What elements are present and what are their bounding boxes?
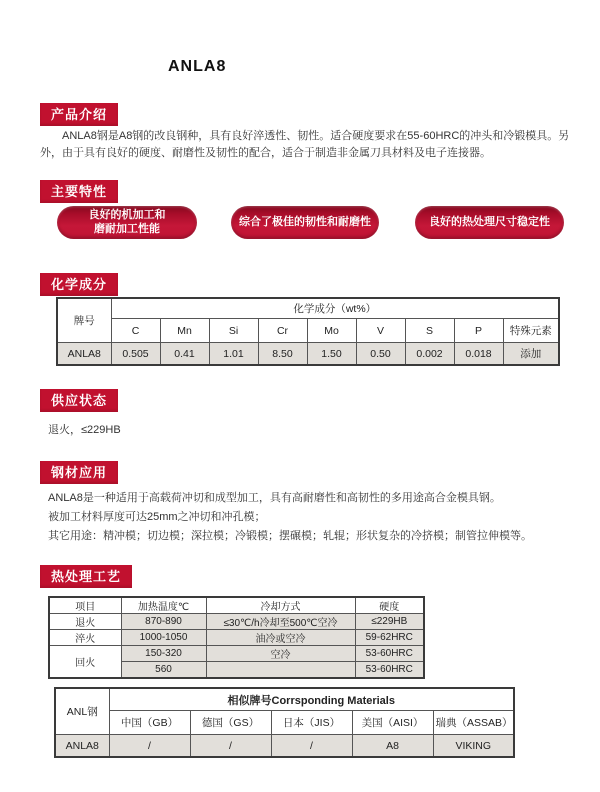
heat-col-header: 加热温度℃ bbox=[121, 597, 206, 614]
chem-col-header: Cr bbox=[258, 319, 307, 343]
eq-grade-cell: ANLA8 bbox=[55, 735, 109, 758]
heat-temp-cell: 1000-1050 bbox=[121, 630, 206, 646]
application-text bbox=[48, 489, 588, 546]
chem-col-header: Si bbox=[209, 319, 258, 343]
heat-col-header: 硬度 bbox=[355, 597, 424, 614]
chem-value-cell: 1.01 bbox=[209, 343, 258, 366]
chem-grade-cell: ANLA8 bbox=[57, 343, 111, 366]
chem-col-header: S bbox=[405, 319, 454, 343]
heat-temp-cell: 870-890 bbox=[121, 614, 206, 630]
eq-col-header: 德国（GS） bbox=[190, 711, 271, 735]
heat-hardness-cell: 53-60HRC bbox=[355, 662, 424, 679]
eq-corner-label: ANL钢 bbox=[55, 688, 109, 735]
eq-value-cell: / bbox=[109, 735, 190, 758]
feature-pill-line: 综合了极佳的韧性和耐磨性 bbox=[239, 215, 371, 228]
heat-item-cell: 淬火 bbox=[49, 630, 121, 646]
chem-value-cell: 0.002 bbox=[405, 343, 454, 366]
heat-cooling-cell: 空冷 bbox=[206, 646, 355, 662]
table-row bbox=[49, 646, 424, 662]
heat-hardness-cell: ≤229HB bbox=[355, 614, 424, 630]
heat-item-cell: 退火 bbox=[49, 614, 121, 630]
chem-value-cell: 1.50 bbox=[307, 343, 356, 366]
chem-value-cell: 0.41 bbox=[160, 343, 209, 366]
section-heading-features: 主要特性 bbox=[40, 180, 118, 203]
section-heading-intro: 产品介绍 bbox=[40, 103, 118, 126]
section-heading-chemistry: 化学成分 bbox=[40, 273, 118, 296]
application-line: ANLA8是一种适用于高载荷冲切和成型加工，具有高耐磨性和高韧性的多用途高合金模具钢。 bbox=[48, 492, 501, 504]
section-heading-supply: 供应状态 bbox=[40, 389, 118, 412]
application-line: 其它用途：精冲模；切边模；深拉模；冷锻模；摆碾模；轧辊；形状复杂的冷挤模；制管拉伸模等。 bbox=[48, 530, 532, 542]
heat-temp-cell: 150-320 bbox=[121, 646, 206, 662]
eq-value-cell: / bbox=[190, 735, 271, 758]
section-heading-heat-treatment: 热处理工艺 bbox=[40, 565, 132, 588]
chem-col-header: P bbox=[454, 319, 503, 343]
eq-col-header: 中国（GB） bbox=[109, 711, 190, 735]
heat-hardness-cell: 59-62HRC bbox=[355, 630, 424, 646]
heat-col-header: 冷却方式 bbox=[206, 597, 355, 614]
chem-value-cell: 8.50 bbox=[258, 343, 307, 366]
chem-col-header: Mn bbox=[160, 319, 209, 343]
chem-col-header: V bbox=[356, 319, 405, 343]
chem-col-header: C bbox=[111, 319, 160, 343]
chem-value-cell: 0.505 bbox=[111, 343, 160, 366]
feature-pill-dimensional-stability bbox=[415, 206, 564, 239]
corresponding-materials-table bbox=[54, 687, 515, 758]
feature-pill-line: 良好的热处理尺寸稳定性 bbox=[429, 215, 550, 228]
eq-col-header: 瑞典（ASSAB） bbox=[433, 711, 514, 735]
chem-corner-label: 牌号 bbox=[57, 298, 111, 343]
eq-group-header: 相似牌号Corrsponding Materials bbox=[109, 688, 514, 711]
feature-pill-toughness-wear bbox=[231, 206, 379, 239]
table-row bbox=[49, 630, 424, 646]
heat-item-cell: 回火 bbox=[49, 646, 121, 679]
page-title: ANLA8 bbox=[168, 58, 227, 75]
chem-value-cell: 添加 bbox=[503, 343, 559, 366]
supply-condition-text: 退火，≤229HB bbox=[48, 424, 121, 436]
feature-pill-machinability bbox=[57, 206, 197, 239]
eq-value-cell: / bbox=[271, 735, 352, 758]
eq-value-cell: A8 bbox=[352, 735, 433, 758]
eq-value-cell: VIKING bbox=[433, 735, 514, 758]
intro-paragraph: ANLA8钢是A8钢的改良钢种，具有良好淬透性、韧性。适合硬度要求在55-60HRC的冲头和冷锻模具。另外，由于具有良好的硬度、耐磨性及韧性的配合，适合于制造非金属刀具材料及电子连接器。 bbox=[40, 130, 570, 159]
heat-cooling-cell: 油冷或空冷 bbox=[206, 630, 355, 646]
application-line: 被加工材料厚度可达25mm之冲切和冲孔模； bbox=[48, 511, 266, 523]
chem-col-header: Mo bbox=[307, 319, 356, 343]
heat-treatment-table bbox=[48, 596, 425, 679]
heat-temp-cell: 560 bbox=[121, 662, 206, 679]
eq-col-header: 美国（AISI） bbox=[352, 711, 433, 735]
chem-col-header: 特殊元素 bbox=[503, 319, 559, 343]
section-heading-application: 钢材应用 bbox=[40, 461, 118, 484]
chem-group-header: 化学成分（wt%） bbox=[111, 298, 559, 319]
heat-cooling-cell: ≤30℃/h冷却至500℃空冷 bbox=[206, 614, 355, 630]
heat-hardness-cell: 53-60HRC bbox=[355, 646, 424, 662]
chem-value-cell: 0.018 bbox=[454, 343, 503, 366]
heat-cooling-cell bbox=[206, 662, 355, 679]
chemical-composition-table bbox=[56, 297, 560, 366]
feature-pill-line: 良好的机加工和 bbox=[88, 208, 166, 221]
table-row bbox=[49, 614, 424, 630]
heat-col-header: 项目 bbox=[49, 597, 121, 614]
chem-value-cell: 0.50 bbox=[356, 343, 405, 366]
feature-pill-line: 磨耐加工性能 bbox=[94, 222, 160, 235]
eq-col-header: 日本（JIS） bbox=[271, 711, 352, 735]
